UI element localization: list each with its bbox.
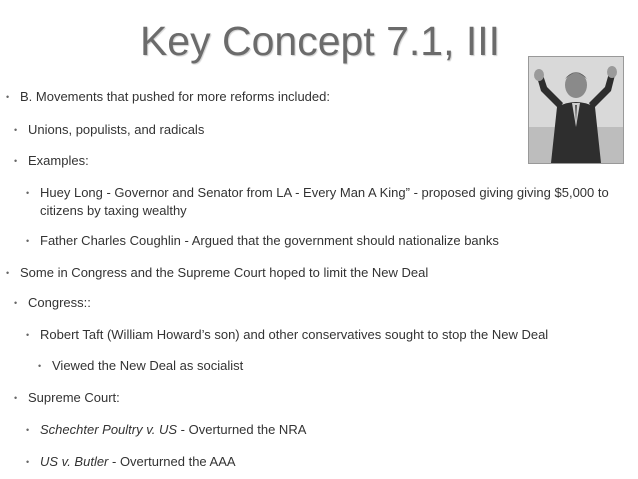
bullet-text: Robert Taft (William Howard’s son) and other conservatives sought to stop the New Deal bbox=[40, 327, 549, 342]
bullet-text: Congress:: bbox=[28, 295, 91, 310]
bullet-text-line1: Huey Long - Governor and Senator from LA - Every Man A King” - proposed giving giving $5,000 to bbox=[40, 185, 609, 200]
bullet-dot: • bbox=[38, 361, 42, 371]
bullet-dot: • bbox=[26, 425, 30, 435]
bullet-dot: • bbox=[26, 457, 30, 467]
bullet-dot: • bbox=[26, 236, 30, 246]
bullet-text: Father Charles Coughlin - Argued that the government should nationalize banks bbox=[40, 233, 499, 248]
bullet-text: Unions, populists, and radicals bbox=[28, 122, 205, 137]
bullet-text bbox=[40, 421, 306, 439]
bullet-dot: • bbox=[14, 125, 18, 135]
case-result: - Overturned the NRA bbox=[177, 422, 307, 437]
photo-speaker bbox=[528, 56, 624, 164]
speaker-photo-icon bbox=[529, 57, 623, 163]
bullet-text-line2: citizens by taxing wealthy bbox=[40, 203, 187, 218]
bullet-dot: • bbox=[14, 393, 18, 403]
bullet-dot: • bbox=[14, 156, 18, 166]
bullet-text bbox=[40, 453, 236, 471]
bullet-dot: • bbox=[26, 188, 30, 198]
bullet-dot: • bbox=[6, 92, 10, 102]
bullet-dot: • bbox=[14, 298, 18, 308]
slide-title: Key Concept 7.1, III bbox=[139, 18, 501, 64]
bullet-text: Examples: bbox=[28, 153, 89, 168]
case-name: Schechter Poultry v. US bbox=[40, 422, 178, 437]
bullet-text: B. Movements that pushed for more reforms included: bbox=[20, 89, 330, 104]
bullet-dot: • bbox=[26, 330, 30, 340]
bullet-dot: • bbox=[6, 268, 10, 278]
bullet-text: Viewed the New Deal as socialist bbox=[52, 358, 244, 373]
bullet-text: Some in Congress and the Supreme Court hoped to limit the New Deal bbox=[20, 265, 429, 280]
case-name: US v. Butler bbox=[40, 454, 109, 469]
bullet-text: Supreme Court: bbox=[28, 390, 120, 405]
case-result: - Overturned the AAA bbox=[108, 454, 236, 469]
